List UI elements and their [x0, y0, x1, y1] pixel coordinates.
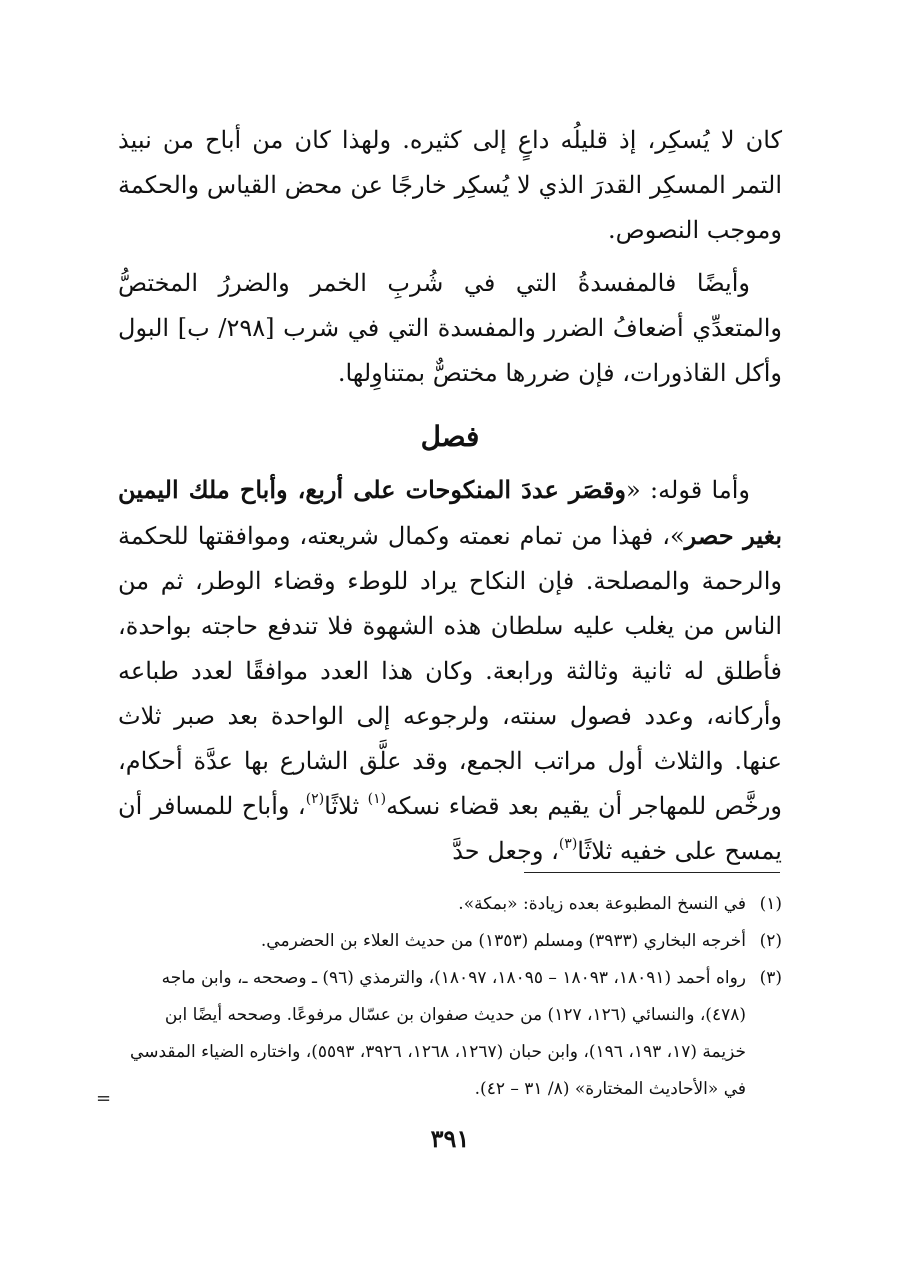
paragraph-3-intro: وأما قوله: « [626, 476, 750, 504]
paragraph-3 [118, 467, 782, 874]
footnote-ref-1[interactable]: (١) [367, 791, 387, 807]
footnote-1 [118, 886, 782, 923]
paragraph-3-mid-1: ثلاثًا [324, 792, 368, 820]
section-heading: فصل [420, 420, 480, 453]
paragraph-3-mid-2: ، وأباح للمسافر أن يمسح على خفيه ثلاثًا [118, 792, 782, 865]
footnotes-block [118, 886, 782, 1108]
footnote-3-number: (٣) [759, 968, 782, 988]
paragraph-2 [118, 261, 782, 396]
footnote-divider [524, 872, 780, 873]
paragraph-3-end: ، وجعل حدَّ [452, 837, 559, 865]
footnote-3-text: رواه أحمد (١٨٠٩١، ١٨٠٩٣ – ١٨٠٩٥، ١٨٠٩٧)، والترمذي (٩٦) ـ وصححه ـ، وابن ماجه (٤٧٨)، والنسائي (١٢٦، ١٢٧) من حديث صفوان بن عسّال مرفوعًا. وصححه أيضًا ابن خزيمة (١٧، ١٩٣، ١٩٦)، وابن حبان (١٢٦٧، ١٢٦٨، ٣٩٢٦، ٥٥٩٣)، واختاره الضياء المقدسي في «الأحاديث المختارة» (٨/ ٣١ – ٤٢). [130, 968, 746, 1099]
footnote-ref-3[interactable]: (٣) [558, 836, 578, 852]
paragraph-1-text: كان لا يُسكِر، إذ قليلُه داعٍ إلى كثيره. ولهذا كان من أباح من نبيذ التمر المسكِر القدرَ الذي لا يُسكِر خارجًا عن محض القياس والحكمة وموجب النصوص. [118, 126, 782, 244]
continuation-mark: = [96, 1088, 112, 1109]
footnote-2-text: أخرجه البخاري (٣٩٣٣) ومسلم (١٣٥٣) من حديث العلاء بن الحضرمي. [260, 931, 746, 951]
paragraph-3-text: »، فهذا من تمام نعمته وكمال شريعته، وموافقتها للحكمة والرحمة والمصلحة. فإن النكاح يراد للوطء وقضاء الوطر، ثم من الناس من يغلب عليه سلطان هذه الشهوة فلا تندفع حاجته بواحدة، فأطلق له ثانية وثالثة ورابعة. وكان هذا العدد موافقًا لعدد طباعه وأركانه، وعدد فصول سنته، ولرجوعه إلى الواحدة بعد صبر ثلاث عنها. والثلاث أول مراتب الجمع، وقد علَّق الشارع بها عدَّة أحكام، ورخَّص للمهاجر أن يقيم بعد قضاء نسكه [118, 522, 782, 820]
footnote-3 [118, 960, 782, 1108]
main-text-block [118, 118, 782, 874]
footnote-1-number: (١) [759, 894, 782, 914]
paragraph-1 [118, 118, 782, 253]
quoted-objection: وقصَر عددَ المنكوحات على أربع، وأباح ملك اليمين بغير حصر [118, 475, 782, 550]
page-number: ٣٩١ [430, 1124, 470, 1153]
paragraph-2-text: وأيضًا فالمفسدةُ التي في شُربِ الخمر والضررُ المختصُّ والمتعدِّي أضعافُ الضرر والمفسدة التي في شرب [٢٩٨/ ب] البول وأكل القاذورات، فإن ضررها مختصٌّ بمتناوِلها. [118, 269, 783, 387]
footnote-2-number: (٢) [759, 931, 782, 951]
footnote-ref-2[interactable]: (٢) [305, 791, 325, 807]
footnote-2 [118, 923, 782, 960]
footnote-1-text: في النسخ المطبوعة بعده زيادة: «بمكة». [458, 894, 746, 914]
